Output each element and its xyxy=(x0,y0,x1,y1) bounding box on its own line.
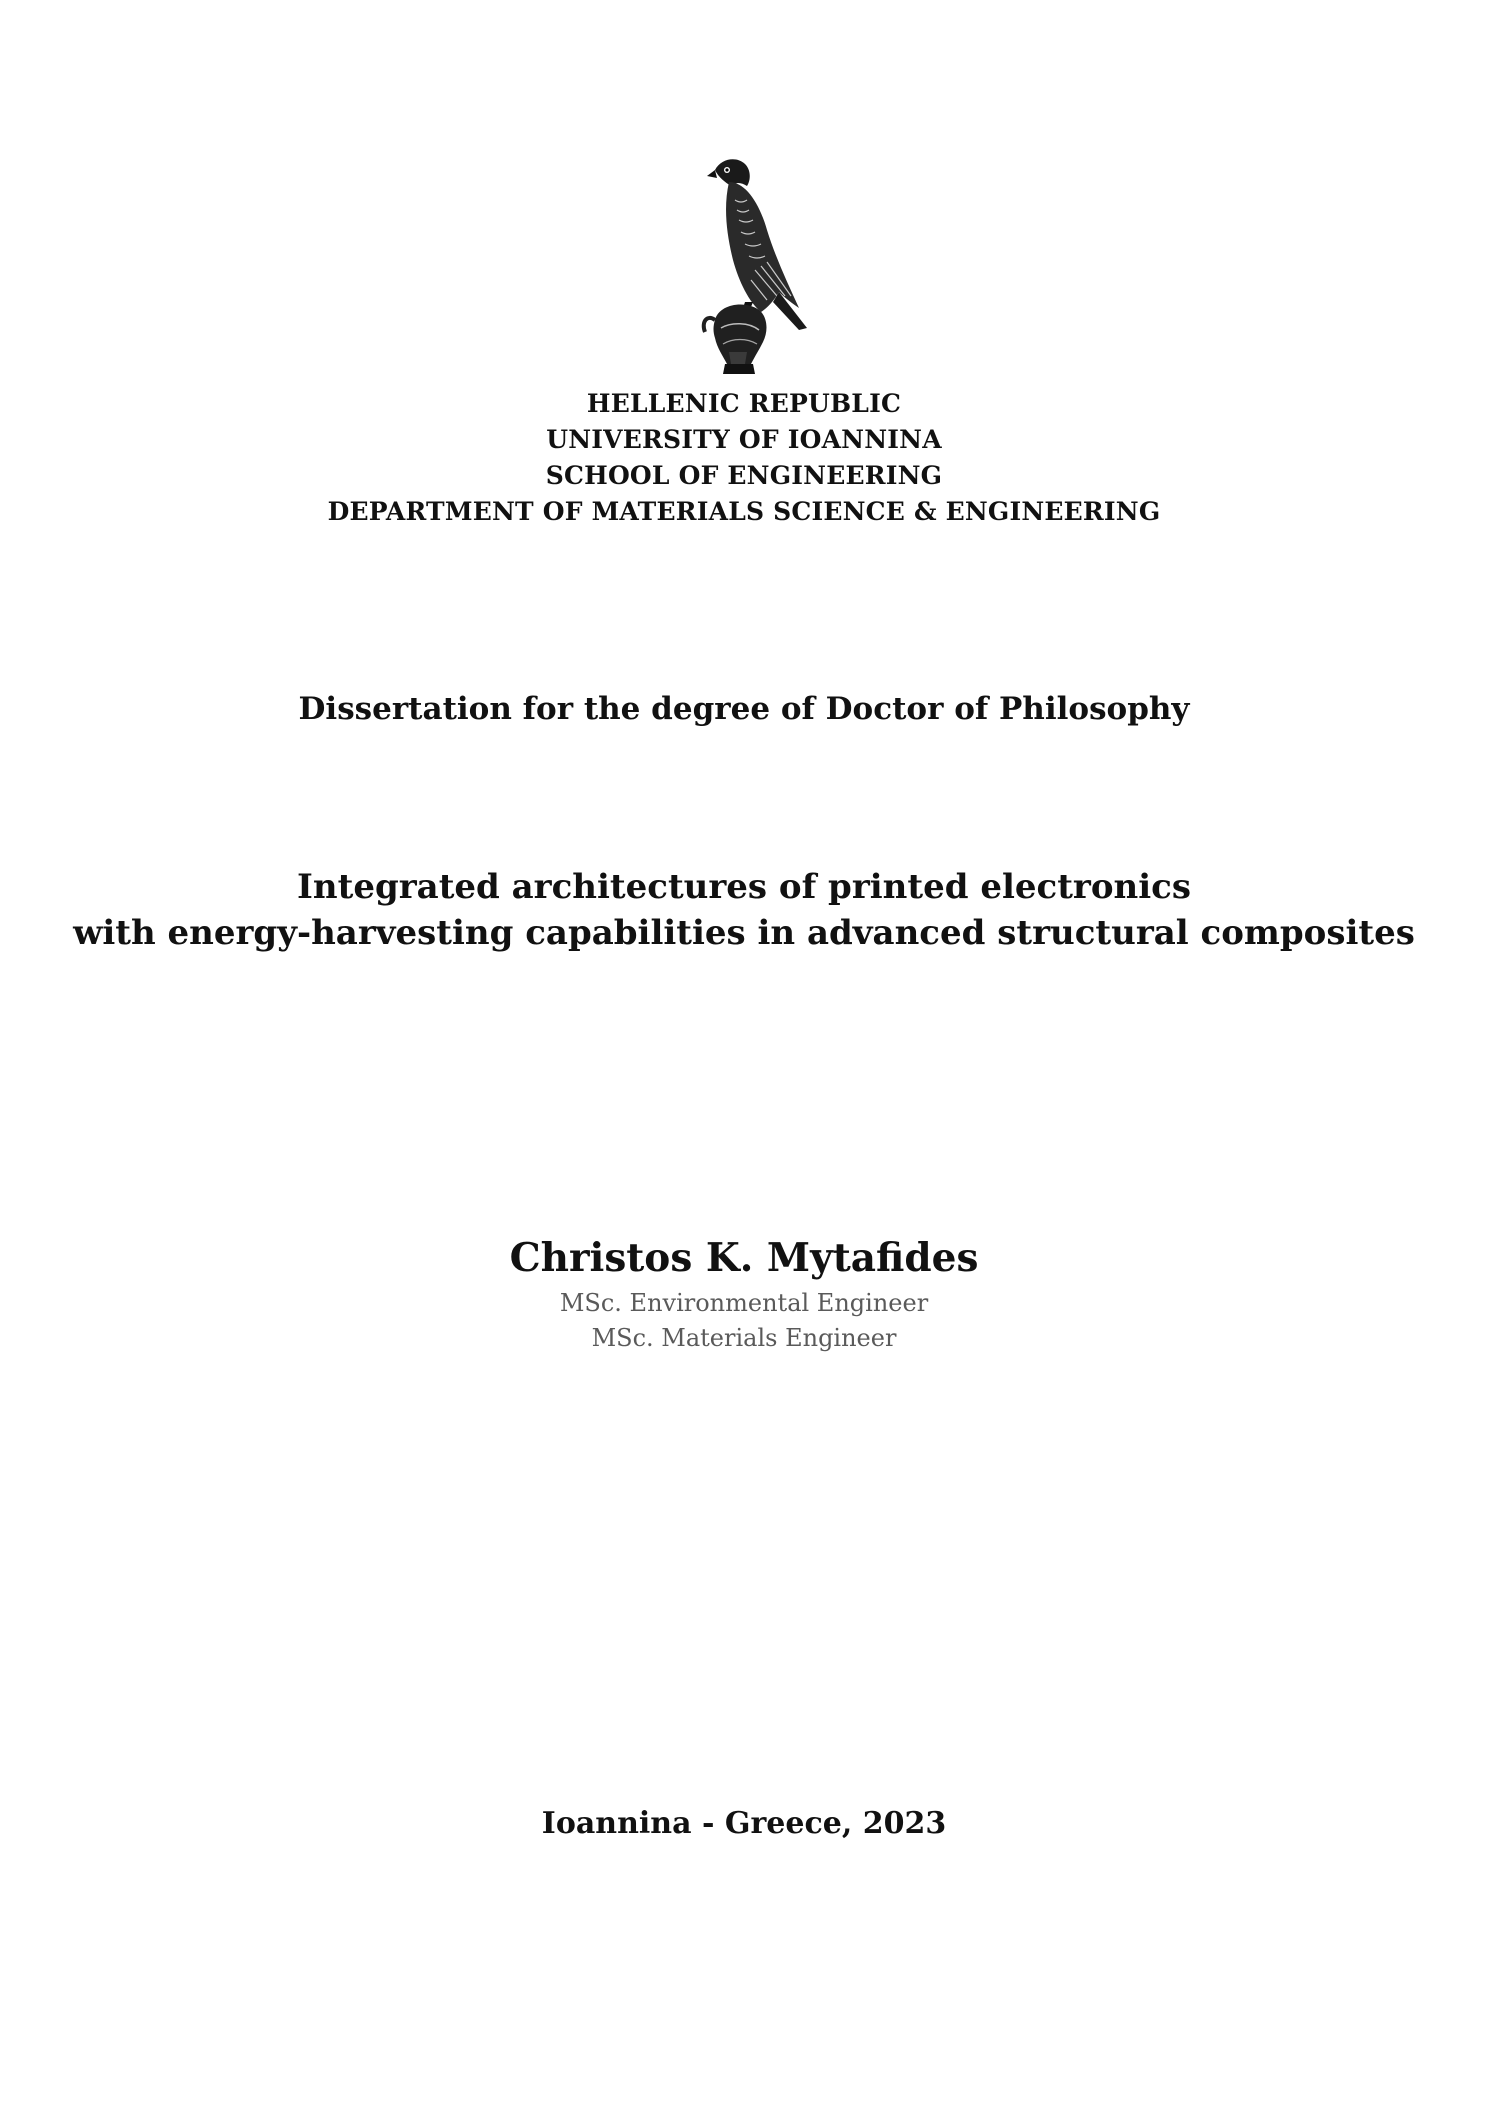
credential-1: MSc. Environmental Engineer xyxy=(559,1289,929,1317)
dissertation-title xyxy=(0,864,1488,956)
title-line-2: with energy-harvesting capabilities in advanced structural composites xyxy=(73,913,1415,953)
place-and-year: Ioannina - Greece, 2023 xyxy=(541,1806,947,1841)
author-name: Christos K. Mytafides xyxy=(509,1235,979,1281)
degree-statement: Dissertation for the degree of Doctor of Philosophy xyxy=(298,691,1190,727)
author-credentials xyxy=(0,1286,1488,1356)
school-line: SCHOOL OF ENGINEERING xyxy=(545,461,943,490)
institution-block xyxy=(0,386,1488,530)
country-line: HELLENIC REPUBLIC xyxy=(586,389,902,418)
title-line-1: Integrated architectures of printed electronics xyxy=(297,867,1191,907)
department-line: DEPARTMENT OF MATERIALS SCIENCE & ENGINEERING xyxy=(327,497,1161,526)
owl-emblem-icon xyxy=(675,152,815,378)
university-line: UNIVERSITY OF IOANNINA xyxy=(546,425,942,454)
credential-2: MSc. Materials Engineer xyxy=(591,1324,897,1352)
